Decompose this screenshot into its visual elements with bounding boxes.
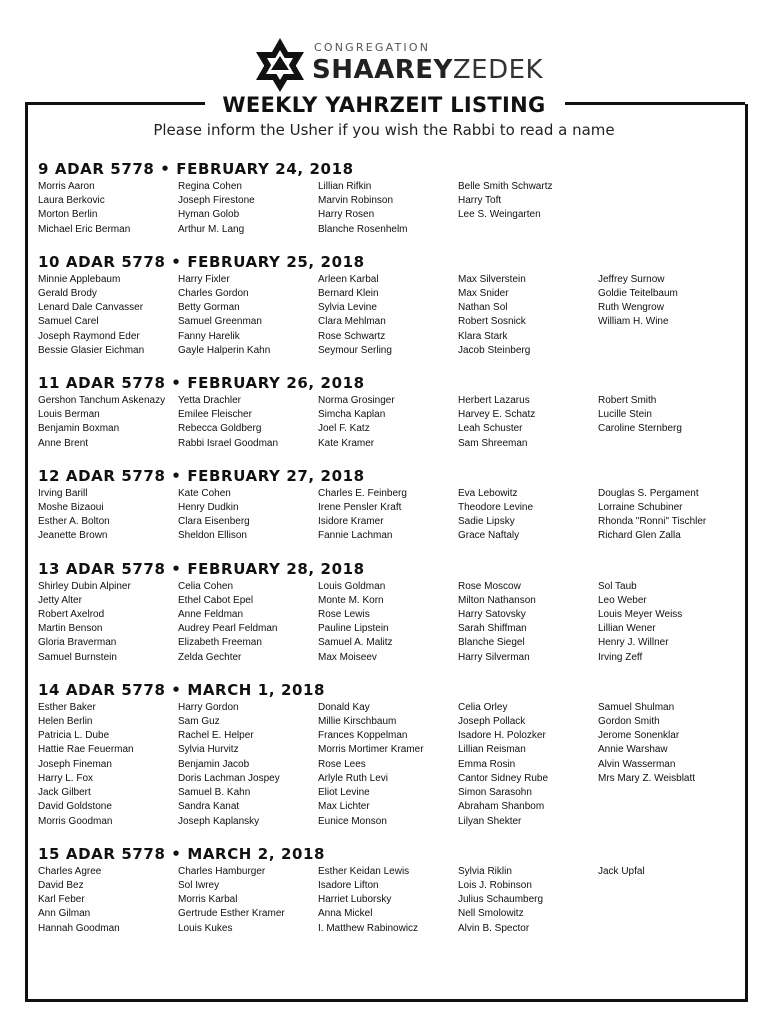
yahrzeit-name: Morris Mortimer Kramer [318,744,424,756]
yahrzeit-name: Lillian Rifkin [318,181,372,192]
yahrzeit-name: Anna Mickel [318,908,373,920]
name-column [38,273,178,358]
yahrzeit-name: Caroline Sternberg [598,423,682,435]
logo-name-part-b: ZEDEK [452,55,544,85]
yahrzeit-name: William H. Wine [598,316,669,328]
name-columns [38,394,738,451]
yahrzeit-name: Betty Gorman [178,302,240,314]
yahrzeit-name: Max Snider [458,288,509,300]
name-column [318,580,458,665]
yahrzeit-name: Alvin B. Spector [458,922,530,934]
yahrzeit-name: Emilee Fleischer [178,409,252,421]
yahrzeit-name: Lenard Dale Canvasser [38,302,144,314]
date-section [38,843,738,936]
yahrzeit-name: Sarah Shiffman [458,623,527,635]
yahrzeit-name: Samuel B. Kahn [178,787,251,799]
yahrzeit-name: Audrey Pearl Feldman [178,623,278,635]
date-section [38,158,738,237]
name-column [178,180,318,237]
name-column [318,701,458,829]
yahrzeit-name: Sylvia Levine [318,302,377,314]
name-column [318,394,458,451]
logo-name-part-a: SHAAREY [312,55,453,85]
yahrzeit-name: Richard Glen Zalla [598,530,681,542]
name-column [178,394,318,451]
yahrzeit-name: Mrs Mary Z. Weisblatt [598,772,696,784]
date-section [38,558,738,665]
yahrzeit-name: Nathan Sol [458,302,508,314]
yahrzeit-name: Millie Kirschbaum [318,716,397,728]
yahrzeit-name: Joseph Pollack [458,716,526,728]
yahrzeit-name: Ann Gilman [38,908,91,920]
yahrzeit-name: Jack Upfal [598,865,645,877]
yahrzeit-name: Jacob Steinberg [458,344,531,356]
name-column [38,180,178,237]
name-column [458,180,598,237]
yahrzeit-name: Minnie Applebaum [38,273,121,285]
name-column [318,180,458,237]
yahrzeit-name: Norma Grosinger [318,395,395,407]
yahrzeit-name: Yetta Drachler [178,395,241,407]
yahrzeit-name: Julius Schaumberg [458,894,544,906]
yahrzeit-name: Jeanette Brown [38,530,108,542]
yahrzeit-name: Arleen Karbal [318,273,379,285]
name-column [598,701,738,829]
yahrzeit-name: Frances Koppelman [318,730,408,742]
yahrzeit-name: Karl Feber [38,894,85,906]
name-column [598,487,738,544]
yahrzeit-name: Laura Berkovic [38,195,105,207]
yahrzeit-name: Jeffrey Surnow [598,273,665,285]
yahrzeit-name: Harry L. Fox [38,772,94,784]
yahrzeit-name: Doris Lachman Jospey [178,772,280,784]
yahrzeit-name: Joseph Raymond Eder [38,330,140,342]
yahrzeit-name: Sheldon Ellison [178,530,247,542]
name-columns [38,273,738,358]
yahrzeit-name: Ruth Wengrow [598,302,664,314]
date-section [38,465,738,544]
yahrzeit-name: Joseph Fineman [38,758,112,770]
name-column [458,865,598,936]
yahrzeit-name: Louis Meyer Weiss [598,609,683,621]
yahrzeit-name: Bernard Klein [318,288,379,300]
yahrzeit-name: Anne Feldman [178,609,244,621]
section-heading: 15 ADAR 5778 • MARCH 2, 2018 [38,844,326,863]
yahrzeit-name: Jerome Sonenklar [598,730,680,742]
yahrzeit-name: Lorraine Schubiner [598,502,683,514]
yahrzeit-name: Harvey E. Schatz [458,409,536,421]
yahrzeit-name: Belle Smith Schwartz [458,181,553,192]
section-heading: 10 ADAR 5778 • FEBRUARY 25, 2018 [38,252,365,271]
name-column [318,487,458,544]
yahrzeit-name: Lee S. Weingarten [458,209,541,221]
section-heading: 13 ADAR 5778 • FEBRUARY 28, 2018 [38,559,365,578]
yahrzeit-name: Pauline Lipstein [318,623,389,635]
date-section [38,679,738,829]
yahrzeit-name: Klara Stark [458,330,508,342]
yahrzeit-name: Bessie Glasier Eichman [38,344,145,356]
yahrzeit-name: Alvin Wasserman [598,758,676,770]
yahrzeit-name: Louis Goldman [318,580,386,592]
yahrzeit-name: Cantor Sidney Rube [458,772,549,784]
page-title: WEEKLY YAHRZEIT LISTING [222,93,546,117]
yahrzeit-name: Gershon Tanchum Askenazy [38,395,166,407]
yahrzeit-name: Harry Toft [458,195,502,207]
logo-small-text: CONGREGATION [314,41,431,54]
name-column [598,180,738,237]
yahrzeit-name: Emma Rosin [458,758,516,770]
yahrzeit-sections [38,158,738,950]
yahrzeit-name: Simcha Kaplan [318,409,386,421]
yahrzeit-name: Regina Cohen [178,181,242,192]
yahrzeit-name: Clara Mehlman [318,316,386,328]
yahrzeit-name: Gloria Braverman [38,637,117,649]
yahrzeit-name: Esther A. Bolton [38,516,110,528]
yahrzeit-name: Milton Nathanson [458,594,536,606]
yahrzeit-name: Irene Pensler Kraft [318,502,402,514]
yahrzeit-name: Theodore Levine [458,502,534,514]
yahrzeit-name: Sam Shreeman [458,437,528,449]
yahrzeit-name: Sylvia Hurvitz [178,744,239,756]
yahrzeit-name: Samuel A. Malitz [318,637,393,649]
yahrzeit-name: Harry Fixler [178,273,230,285]
yahrzeit-name: Joseph Firestone [178,195,255,207]
name-column [318,865,458,936]
name-column [458,394,598,451]
yahrzeit-name: Lois J. Robinson [458,879,532,891]
yahrzeit-name: Samuel Shulman [598,701,675,713]
yahrzeit-name: Harry Rosen [318,209,375,221]
yahrzeit-name: Fanny Harelik [178,330,240,342]
yahrzeit-name: Harriet Luborsky [318,894,392,906]
yahrzeit-name: Joel F. Katz [318,423,370,435]
logo-name [312,55,543,85]
yahrzeit-name: Joseph Kaplansky [178,815,260,827]
name-column [178,580,318,665]
yahrzeit-name: Eliot Levine [318,787,370,799]
date-section [38,372,738,451]
name-column [178,701,318,829]
yahrzeit-name: Lillian Wener [598,623,656,635]
yahrzeit-name: Douglas S. Pergament [598,487,699,499]
yahrzeit-name: Benjamin Boxman [38,423,120,435]
name-column [458,580,598,665]
yahrzeit-name: Kate Cohen [178,487,231,499]
section-heading: 11 ADAR 5778 • FEBRUARY 26, 2018 [38,374,365,393]
name-column [178,865,318,936]
yahrzeit-name: Sol Iwrey [178,879,220,891]
name-columns [38,701,738,829]
yahrzeit-name: Eunice Monson [318,815,387,827]
yahrzeit-name: Robert Sosnick [458,316,526,328]
yahrzeit-name: Monte M. Korn [318,594,384,606]
yahrzeit-name: Nell Smolowitz [458,908,524,920]
yahrzeit-name: I. Matthew Rabinowicz [318,922,419,934]
yahrzeit-name: Abraham Shanbom [458,801,545,813]
yahrzeit-name: Kate Kramer [318,437,375,449]
name-column [458,701,598,829]
page-subtitle: Please inform the Usher if you wish the Rabbi to read a name [153,121,615,139]
yahrzeit-name: Rabbi Israel Goodman [178,437,279,449]
yahrzeit-name: Louis Kukes [178,922,233,934]
yahrzeit-name: Harry Gordon [178,701,239,713]
yahrzeit-name: Charles Agree [38,865,102,877]
yahrzeit-name: Zelda Gechter [178,651,242,663]
yahrzeit-name: Samuel Carel [38,316,99,328]
yahrzeit-name: Rose Moscow [458,580,521,592]
yahrzeit-name: Celia Cohen [178,580,234,592]
yahrzeit-name: Morton Berlin [38,209,98,221]
yahrzeit-name: Gayle Halperin Kahn [178,344,271,356]
name-column [38,580,178,665]
name-column [38,865,178,936]
name-column [38,701,178,829]
yahrzeit-name: Rose Lees [318,758,366,770]
yahrzeit-name: Irving Zeff [598,651,643,663]
name-column [38,487,178,544]
yahrzeit-name: Irving Barill [38,487,88,499]
yahrzeit-name: Sol Taub [598,580,637,592]
yahrzeit-name: Rachel E. Helper [178,730,254,742]
congregation-logo [252,36,544,96]
yahrzeit-name: Esther Baker [38,701,96,713]
yahrzeit-name: Anne Brent [38,437,89,449]
yahrzeit-name: Max Lichter [318,801,370,813]
name-columns [38,580,738,665]
yahrzeit-name: Arlyle Ruth Levi [318,772,389,784]
yahrzeit-name: Clara Eisenberg [178,516,250,528]
yahrzeit-name: Max Silverstein [458,273,526,285]
yahrzeit-name: Robert Axelrod [38,609,105,621]
yahrzeit-name: Donald Kay [318,701,370,713]
section-heading: 9 ADAR 5778 • FEBRUARY 24, 2018 [38,160,354,178]
yahrzeit-name: Patricia L. Dube [38,730,110,742]
yahrzeit-name: Samuel Burnstein [38,651,117,663]
name-column [598,394,738,451]
yahrzeit-name: Rose Schwartz [318,330,386,342]
name-column [598,865,738,936]
name-column [178,273,318,358]
yahrzeit-name: Isidore Kramer [318,516,384,528]
yahrzeit-name: Robert Smith [598,395,657,407]
yahrzeit-name: Sadie Lipsky [458,516,515,528]
yahrzeit-name: Sandra Kanat [178,801,240,813]
yahrzeit-name: Blanche Siegel [458,637,525,649]
yahrzeit-name: Esther Keidan Lewis [318,865,410,877]
yahrzeit-name: Rebecca Goldberg [178,423,262,435]
yahrzeit-name: Hannah Goodman [38,922,120,934]
yahrzeit-name: Seymour Serling [318,344,392,356]
yahrzeit-name: Leo Weber [598,594,647,606]
name-column [458,487,598,544]
yahrzeit-name: David Goldstone [38,801,112,813]
name-column [318,273,458,358]
yahrzeit-name: Annie Warshaw [598,744,668,756]
yahrzeit-name: Goldie Teitelbaum [598,288,678,300]
yahrzeit-name: Michael Eric Berman [38,223,131,235]
name-column [38,394,178,451]
yahrzeit-name: Eva Lebowitz [458,487,518,499]
name-columns [38,180,738,237]
yahrzeit-name: Max Moiseev [318,651,377,663]
yahrzeit-name: Gertrude Esther Kramer [178,908,285,920]
yahrzeit-name: Lillian Reisman [458,744,526,756]
yahrzeit-name: Rhonda "Ronni" Tischler [598,516,707,528]
yahrzeit-name: Celia Orley [458,701,508,713]
yahrzeit-name: Charles Gordon [178,288,249,300]
name-column [598,273,738,358]
yahrzeit-name: Sylvia Riklin [458,865,512,877]
yahrzeit-name: Charles E. Feinberg [318,487,407,499]
yahrzeit-name: Morris Aaron [38,181,95,192]
yahrzeit-name: Ethel Cabot Epel [178,594,254,606]
yahrzeit-name: Samuel Greenman [178,316,262,328]
yahrzeit-name: Morris Goodman [38,815,113,827]
yahrzeit-name: Leah Schuster [458,423,523,435]
yahrzeit-name: Jack Gilbert [38,787,91,799]
yahrzeit-name: Harry Silverman [458,651,530,663]
name-column [598,580,738,665]
name-column [178,487,318,544]
yahrzeit-name: Isadore H. Polozker [458,730,546,742]
yahrzeit-name: Martin Benson [38,623,103,635]
name-columns [38,487,738,544]
yahrzeit-name: Fannie Lachman [318,530,393,542]
date-section [38,251,738,358]
yahrzeit-name: Hyman Golob [178,209,240,221]
yahrzeit-name: Herbert Lazarus [458,395,530,407]
yahrzeit-name: Hattie Rae Feuerman [38,744,134,756]
star-of-david-icon [252,36,308,94]
yahrzeit-name: Marvin Robinson [318,195,394,207]
yahrzeit-name: Charles Hamburger [178,865,266,877]
yahrzeit-name: Arthur M. Lang [178,223,245,235]
yahrzeit-name: Isadore Lifton [318,879,379,891]
yahrzeit-name: Lucille Stein [598,409,652,421]
yahrzeit-name: Moshe Bizaoui [38,502,104,514]
name-column [458,273,598,358]
yahrzeit-name: Jetty Alter [38,594,82,606]
yahrzeit-name: Henry J. Willner [598,637,669,649]
section-heading: 12 ADAR 5778 • FEBRUARY 27, 2018 [38,466,365,485]
yahrzeit-name: Blanche Rosenhelm [318,223,408,235]
yahrzeit-name: Gordon Smith [598,716,660,728]
yahrzeit-name: Grace Naftaly [458,530,520,542]
yahrzeit-name: Helen Berlin [38,716,93,728]
yahrzeit-name: David Bez [38,879,84,891]
yahrzeit-name: Morris Karbal [178,894,238,906]
yahrzeit-name: Sam Guz [178,716,220,728]
yahrzeit-name: Benjamin Jacob [178,758,250,770]
yahrzeit-name: Elizabeth Freeman [178,637,262,649]
name-columns [38,865,738,936]
yahrzeit-name: Rose Lewis [318,609,370,621]
yahrzeit-name: Henry Dudkin [178,502,239,514]
section-heading: 14 ADAR 5778 • MARCH 1, 2018 [38,680,326,699]
yahrzeit-name: Louis Berman [38,409,100,421]
yahrzeit-name: Lilyan Shekter [458,815,522,827]
yahrzeit-name: Simon Sarasohn [458,787,532,799]
yahrzeit-name: Shirley Dubin Alpiner [38,580,131,592]
yahrzeit-name: Harry Satovsky [458,609,526,621]
yahrzeit-name: Gerald Brody [38,288,97,300]
